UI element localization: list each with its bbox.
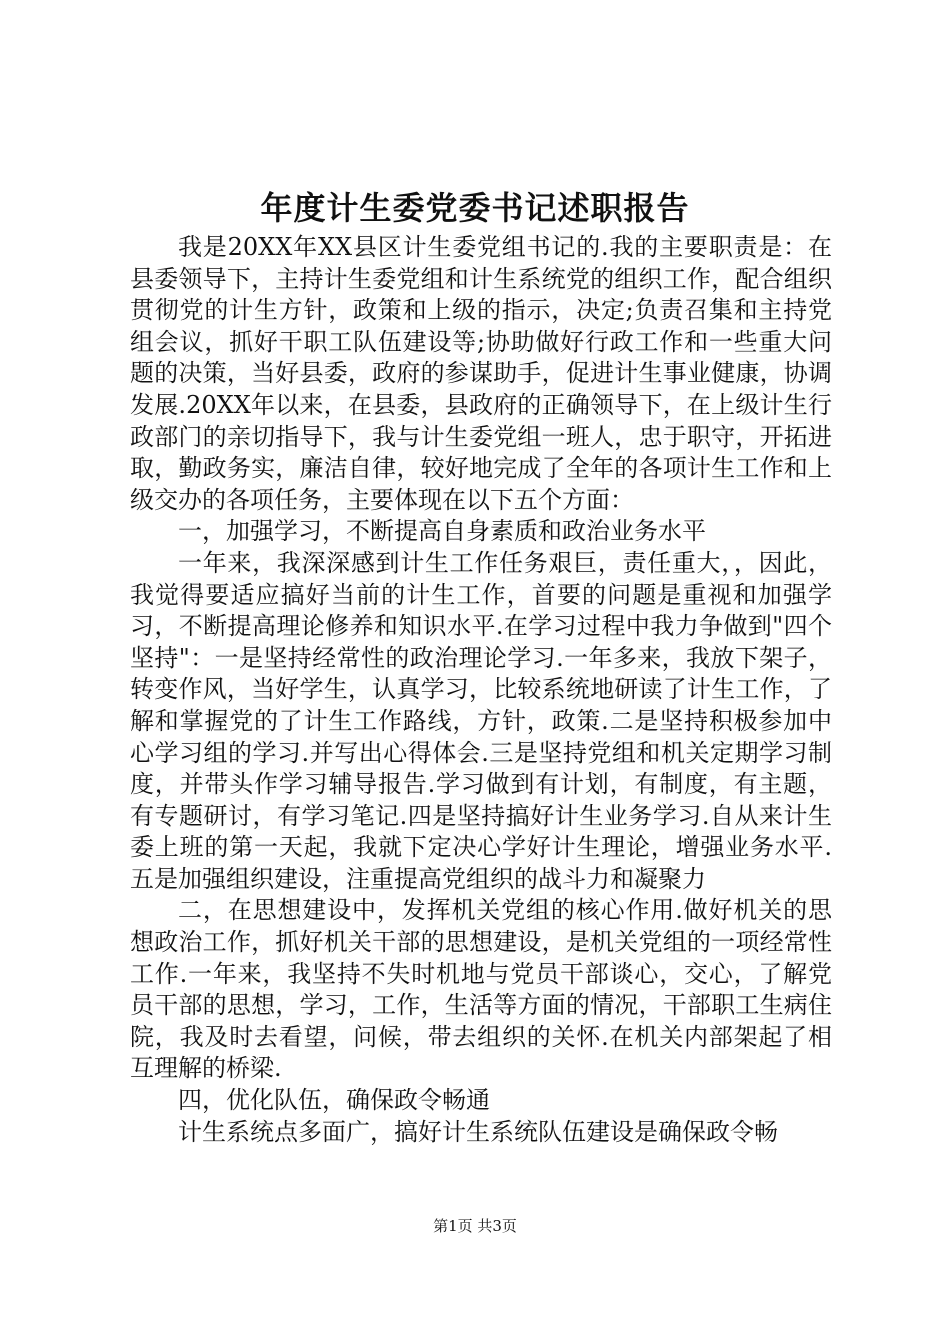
- document-title: 年度计生委党委书记述职报告: [260, 189, 690, 227]
- section-heading-4: 四，优化队伍，确保政令畅通: [178, 1086, 490, 1115]
- paragraph-ideology: 二，在思想建设中，发挥机关党组的核心作用.做好机关的思想政治工作，抓好机关干部的思想建设，是机关党组的一项经常性工作.一年来，我坚持不失时机地与党员干部谈心，交心，了解党员干部的思想，学习，工作，生活等方面的情况，干部职工生病住院，我及时去看望，问候，带去组织的关怀.在机关内部架起了相互理解的桥梁.: [130, 896, 832, 1083]
- paragraph-intro: 我是20XX年XX县区计生委党组书记的.我的主要职责是：在县委领导下，主持计生委党组和计生系统党的组织工作，配合组织贯彻党的计生方针，政策和上级的指示，决定;负责召集和主持党组会议，抓好干职工队伍建设等;协助做好行政工作和一些重大问题的决策，当好县委，政府的参谋助手，促进计生事业健康，协调发展.20XX年以来，在县委，县政府的正确领导下，在上级计生行政部门的亲切指导下，我与计生委党组一班人，忠于职守，开拓进取，勤政务实，廉洁自律，较好地完成了全年的各项计生工作和上级交办的各项任务，主要体现在以下五个方面：: [130, 233, 832, 514]
- document-body: [130, 232, 832, 1148]
- paragraph-team: 计生系统点多面广，搞好计生系统队伍建设是确保政令畅: [178, 1117, 778, 1146]
- section-heading-1: 一，加强学习，不断提高自身素质和政治业务水平: [178, 517, 706, 546]
- paragraph-study: 一年来，我深深感到计生工作任务艰巨，责任重大，，因此，我觉得要适应搞好当前的计生工作，首要的问题是重视和加强学习，不断提高理论修养和知识水平.在学习过程中我力争做到"四个坚持"：一是坚持经常性的政治理论学习.一年多来，我放下架子，转变作风，当好学生，认真学习，比较系统地研读了计生工作，了解和掌握党的了计生工作路线，方针，政策.二是坚持积极参加中心学习组的学习.并写出心得体会.三是坚持党组和机关定期学习制度，并带头作学习辅导报告.学习做到有计划，有制度，有主题，有专题研讨，有学习笔记.四是坚持搞好计生业务学习.自从来计生委上班的第一天起，我就下定决心学好计生理论，增强业务水平.五是加强组织建设，注重提高党组织的战斗力和凝聚力: [130, 548, 832, 893]
- page-number-footer: 第1页 共3页: [433, 1217, 517, 1235]
